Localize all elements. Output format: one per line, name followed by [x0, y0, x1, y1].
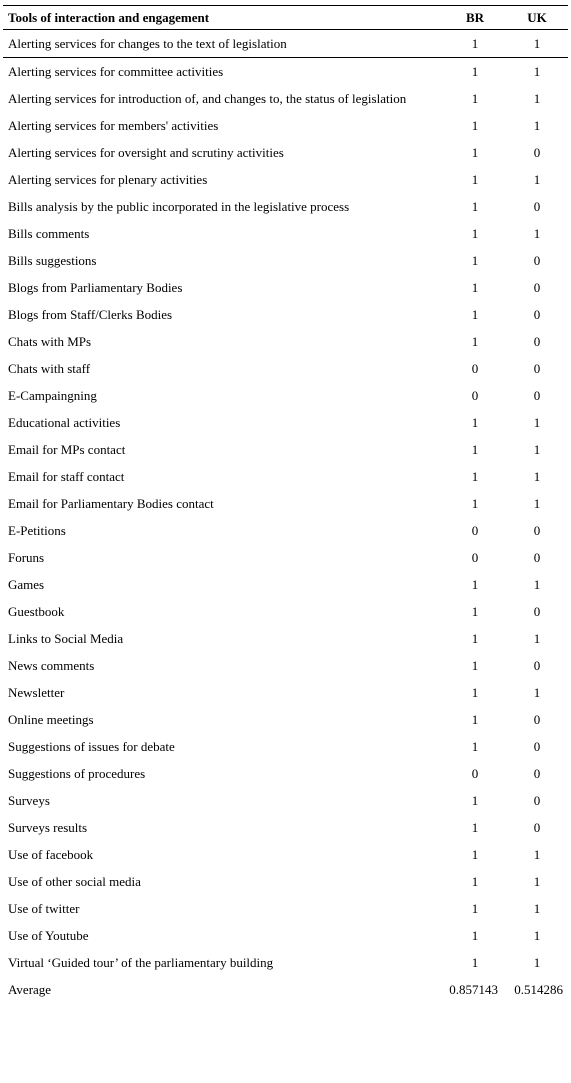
br-value-cell: 1: [471, 657, 479, 673]
br-value-cell: 1: [471, 252, 479, 268]
br-value-cell: 1: [471, 441, 479, 457]
tool-name-cell: Blogs from Staff/Clerks Bodies: [8, 306, 173, 322]
table-row: [3, 409, 568, 436]
tool-name-cell: Suggestions of procedures: [8, 765, 146, 781]
table-row: [3, 382, 568, 409]
tool-name-cell: Blogs from Parliamentary Bodies: [8, 279, 183, 295]
uk-value-cell: 0: [533, 387, 541, 403]
uk-value-cell: 1: [533, 225, 541, 241]
table-header-row: [3, 6, 568, 30]
uk-value-cell: 0: [533, 738, 541, 754]
tool-name-cell: Surveys: [8, 792, 50, 808]
uk-value-cell: 1: [533, 576, 541, 592]
table-row: [3, 490, 568, 517]
br-value-cell: 1: [471, 144, 479, 160]
uk-value-cell: 1: [533, 630, 541, 646]
tool-name-cell: Guestbook: [8, 603, 65, 619]
uk-value-cell: 1: [533, 441, 541, 457]
tool-name-cell: Foruns: [8, 549, 45, 565]
br-value-cell: 1: [471, 630, 479, 646]
tool-name-cell: Surveys results: [8, 819, 88, 835]
table-row: [3, 841, 568, 868]
br-value-cell: 1: [471, 846, 479, 862]
uk-value-cell: 0: [533, 657, 541, 673]
uk-value-cell: 0: [533, 819, 541, 835]
uk-value-cell: 0: [533, 522, 541, 538]
table-row: [3, 949, 568, 976]
br-value-cell: 0: [471, 549, 479, 565]
table-row: [3, 571, 568, 598]
br-value-cell: 1: [471, 711, 479, 727]
tool-name-cell: Chats with staff: [8, 360, 91, 376]
tool-name-cell: Alerting services for introduction of, and changes to, the status of legislation: [8, 90, 407, 106]
tool-name-cell: Bills analysis by the public incorporated in the legislative process: [8, 198, 350, 214]
uk-value-cell: 1: [533, 90, 541, 106]
table-row: [3, 301, 568, 328]
tool-name-cell: Alerting services for changes to the text of legislation: [3, 30, 444, 58]
uk-value-cell: 0: [533, 144, 541, 160]
br-value-cell: 1: [471, 927, 479, 943]
br-value-cell: 1: [471, 495, 479, 511]
uk-value-cell: 0: [533, 603, 541, 619]
table-row: [3, 760, 568, 787]
uk-value-cell: 0: [533, 306, 541, 322]
average-br-value: 0.857143: [449, 981, 498, 997]
table-row: [3, 58, 568, 86]
br-value-cell: 1: [471, 279, 479, 295]
uk-value-cell: 0: [533, 252, 541, 268]
br-value-cell: 0: [471, 522, 479, 538]
table-row: [3, 679, 568, 706]
table-row: [3, 30, 568, 58]
tool-name-cell: Newsletter: [8, 684, 65, 700]
br-value-cell: 1: [471, 468, 479, 484]
table-row: [3, 544, 568, 571]
br-value-cell: 1: [471, 792, 479, 808]
average-label: Average: [8, 981, 52, 997]
uk-value-cell: 0: [533, 333, 541, 349]
uk-value-cell: 0: [533, 360, 541, 376]
br-value-cell: 1: [444, 30, 506, 58]
uk-value-cell: 0: [533, 765, 541, 781]
br-value-cell: 0: [471, 765, 479, 781]
tool-name-cell: Use of Youtube: [8, 927, 89, 943]
tool-name-cell: Use of twitter: [8, 900, 80, 916]
tool-name-cell: Virtual ‘Guided tour’ of the parliamentary building: [8, 954, 274, 970]
br-value-cell: 1: [471, 198, 479, 214]
table-body: [3, 30, 568, 1004]
tool-name-cell: Games: [8, 576, 45, 592]
table-row: [3, 922, 568, 949]
tool-name-cell: Email for Parliamentary Bodies contact: [8, 495, 214, 511]
table-row: [3, 355, 568, 382]
tool-name-cell: Alerting services for members' activities: [8, 117, 219, 133]
uk-value-cell: 0: [533, 792, 541, 808]
uk-value-cell: 1: [533, 171, 541, 187]
br-value-cell: 1: [471, 738, 479, 754]
br-value-cell: 1: [471, 414, 479, 430]
table-row: [3, 193, 568, 220]
tool-name-cell: Alerting services for committee activities: [8, 63, 224, 79]
br-value-cell: 1: [471, 819, 479, 835]
uk-value-cell: 0: [533, 279, 541, 295]
br-value-cell: 1: [471, 576, 479, 592]
br-value-cell: 1: [471, 117, 479, 133]
uk-value-cell: 1: [533, 954, 541, 970]
table-row: [3, 220, 568, 247]
tool-name-cell: News comments: [8, 657, 95, 673]
column-header-tools: Tools of interaction and engagement: [3, 6, 444, 30]
uk-value-cell: 1: [533, 468, 541, 484]
uk-value-cell: 1: [506, 30, 568, 58]
table-row: [3, 328, 568, 355]
table-row: [3, 895, 568, 922]
column-header-uk: UK: [506, 6, 568, 30]
br-value-cell: 0: [471, 387, 479, 403]
br-value-cell: 1: [471, 90, 479, 106]
uk-value-cell: 1: [533, 900, 541, 916]
table-row: [3, 652, 568, 679]
column-header-br: BR: [444, 6, 506, 30]
table-row: [3, 85, 568, 112]
uk-value-cell: 1: [533, 414, 541, 430]
tool-name-cell: Alerting services for plenary activities: [8, 171, 208, 187]
uk-value-cell: 1: [533, 117, 541, 133]
uk-value-cell: 1: [533, 495, 541, 511]
tool-name-cell: Use of facebook: [8, 846, 94, 862]
table-row: [3, 247, 568, 274]
average-row: [3, 976, 568, 1003]
table-row: [3, 463, 568, 490]
br-value-cell: 1: [471, 684, 479, 700]
uk-value-cell: 0: [533, 549, 541, 565]
tool-name-cell: E-Petitions: [8, 522, 66, 538]
uk-value-cell: 0: [533, 198, 541, 214]
table-row: [3, 733, 568, 760]
uk-value-cell: 1: [533, 846, 541, 862]
table-row: [3, 517, 568, 544]
uk-value-cell: 1: [533, 63, 541, 79]
tool-name-cell: E-Campaingning: [8, 387, 97, 403]
table-row: [3, 112, 568, 139]
tool-name-cell: Educational activities: [8, 414, 121, 430]
table-row: [3, 274, 568, 301]
tool-name-cell: Chats with MPs: [8, 333, 92, 349]
br-value-cell: 1: [471, 954, 479, 970]
br-value-cell: 1: [471, 225, 479, 241]
tool-name-cell: Alerting services for oversight and scrutiny activities: [8, 144, 284, 160]
uk-value-cell: 1: [533, 684, 541, 700]
uk-value-cell: 1: [533, 873, 541, 889]
uk-value-cell: 0: [533, 711, 541, 727]
tool-name-cell: Email for staff contact: [8, 468, 125, 484]
tool-name-cell: Suggestions of issues for debate: [8, 738, 175, 754]
br-value-cell: 1: [471, 63, 479, 79]
table-row: [3, 625, 568, 652]
br-value-cell: 1: [471, 171, 479, 187]
table-row: [3, 787, 568, 814]
br-value-cell: 0: [471, 360, 479, 376]
table-row: [3, 598, 568, 625]
br-value-cell: 1: [471, 900, 479, 916]
tools-table-container: [3, 5, 568, 1003]
table-row: [3, 436, 568, 463]
table-row: [3, 139, 568, 166]
tools-table: [3, 5, 568, 1003]
table-row: [3, 814, 568, 841]
table-row: [3, 706, 568, 733]
uk-value-cell: 1: [533, 927, 541, 943]
tool-name-cell: Online meetings: [8, 711, 94, 727]
tool-name-cell: Bills comments: [8, 225, 90, 241]
br-value-cell: 1: [471, 603, 479, 619]
br-value-cell: 1: [471, 333, 479, 349]
average-uk-value: 0.514286: [514, 981, 563, 997]
table-row: [3, 868, 568, 895]
br-value-cell: 1: [471, 873, 479, 889]
table-row: [3, 166, 568, 193]
tool-name-cell: Use of other social media: [8, 873, 141, 889]
br-value-cell: 1: [471, 306, 479, 322]
tool-name-cell: Email for MPs contact: [8, 441, 126, 457]
tool-name-cell: Links to Social Media: [8, 630, 124, 646]
tool-name-cell: Bills suggestions: [8, 252, 97, 268]
